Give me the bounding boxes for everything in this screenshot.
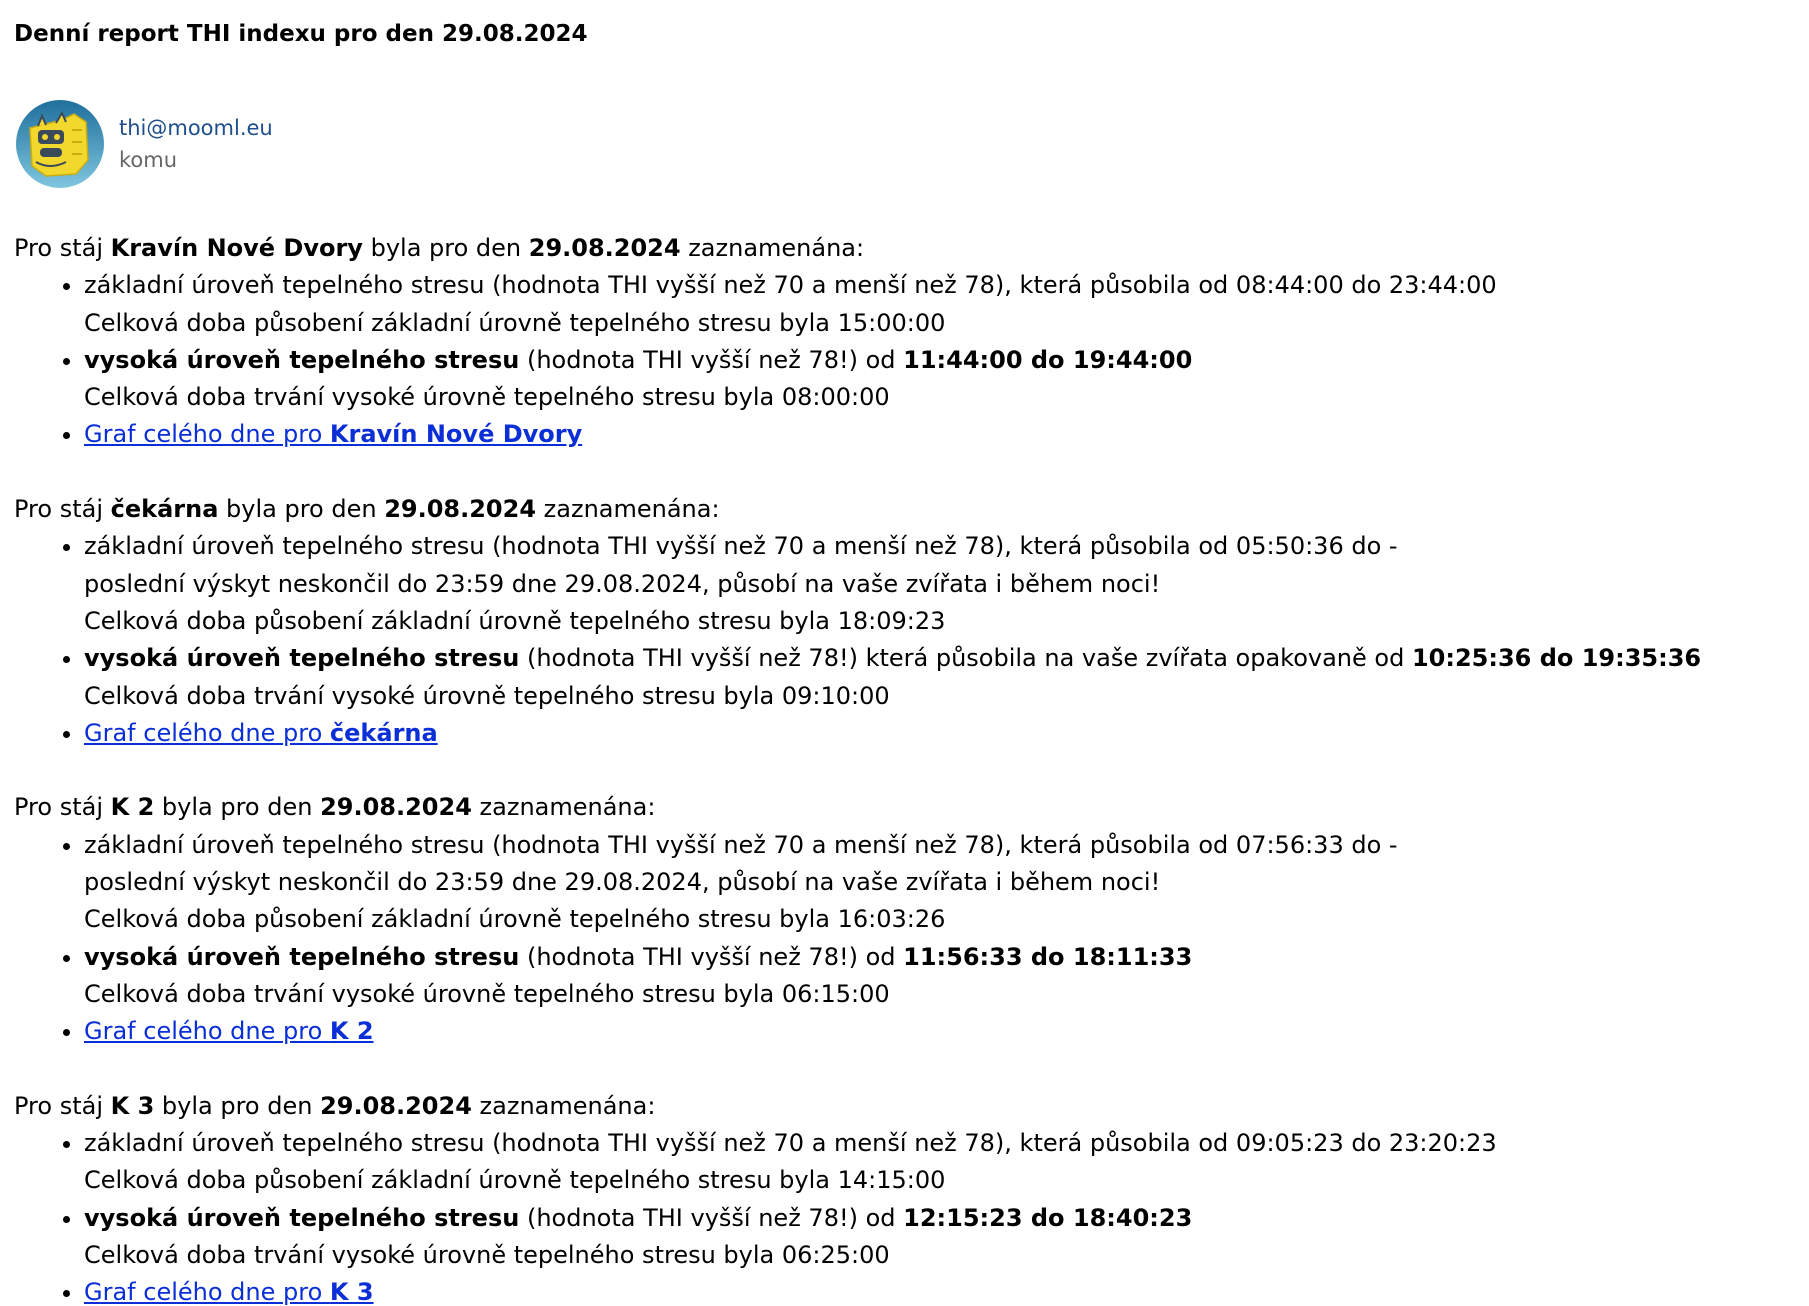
high-stress-label: vysoká úroveň tepelného stresu <box>84 644 520 673</box>
stress-list <box>14 528 1794 752</box>
high-stress-item: • vysoká úroveň tepelného stresu (hodnota THI vyšší než 78!) od 12:15:23 do 18:40:23 Celková doba trvání vysoké úrovně tepelného stresu byla 06:25:00 <box>84 1200 1794 1275</box>
basic-stress-item: • základní úroveň tepelného stresu (hodnota THI vyšší než 70 a menší než 78), která působila od 08:44:00 do 23:44:00 Celková doba působení základní úrovně tepelného stresu byla 15:00:00 <box>84 267 1794 342</box>
chart-link-item <box>84 715 1794 752</box>
high-stress-range: 10:25:36 do 19:35:36 <box>1411 644 1702 673</box>
basic-stress-item: • základní úroveň tepelného stresu (hodnota THI vyšší než 70 a menší než 78), která působila od 05:50:36 do - poslední výskyt neskončil do 23:59 dne 29.08.2024, působí na vaše zvířata i během noci! Celková doba působení základní úrovně tepelného stresu byla 18:09:23 <box>84 528 1794 640</box>
sender-block <box>16 99 273 189</box>
chart-link[interactable]: Graf celého dne pro K 3 <box>84 1278 374 1306</box>
report-date: 29.08.2024 <box>320 1091 472 1120</box>
stress-list <box>14 1125 1794 1306</box>
barn-intro: Pro stáj K 3 byla pro den 29.08.2024 zaznamenána: <box>14 1091 656 1120</box>
report-date: 29.08.2024 <box>320 793 472 822</box>
recipient-label: komu <box>119 148 178 172</box>
report-date: 29.08.2024 <box>528 234 681 262</box>
basic-stress-item: • základní úroveň tepelného stresu (hodnota THI vyšší než 70 a menší než 78), která působila od 09:05:23 do 23:20:23 Celková doba působení základní úrovně tepelného stresu byla 14:15:00 <box>84 1125 1794 1200</box>
chart-link-item <box>84 416 1794 453</box>
barn-section <box>14 230 1794 454</box>
high-stress-range: 11:44:00 do 19:44:00 <box>903 345 1193 374</box>
chart-link[interactable]: Graf celého dne pro K 2 <box>84 1017 374 1046</box>
high-stress-total: Celková doba trvání vysoké úrovně tepelného stresu byla 06:25:00 <box>84 1241 890 1270</box>
basic-stress-total: Celková doba působení základní úrovně tepelného stresu byla 15:00:00 <box>84 308 946 337</box>
high-stress-item: • vysoká úroveň tepelného stresu (hodnota THI vyšší než 78!) která působila na vaše zvířata opakovaně od 10:25:36 do 19:35:36 Celková doba trvání vysoké úrovně tepelného stresu byla 09:10:00 <box>84 640 1794 715</box>
barn-intro: Pro stáj čekárna byla pro den 29.08.2024 zaznamenána: <box>14 495 720 524</box>
basic-stress-item: • základní úroveň tepelného stresu (hodnota THI vyšší než 70 a menší než 78), která působila od 07:56:33 do - poslední výskyt neskončil do 23:59 dne 29.08.2024, působí na vaše zvířata i během noci! Celková doba působení základní úrovně tepelného stresu byla 16:03:26 <box>84 827 1794 939</box>
high-stress-total: Celková doba trvání vysoké úrovně tepelného stresu byla 06:15:00 <box>84 979 890 1008</box>
barn-section <box>14 491 1794 752</box>
high-stress-total: Celková doba trvání vysoké úrovně tepelného stresu byla 09:10:00 <box>84 681 890 710</box>
email-subject: Denní report THI indexu pro den 29.08.2024 <box>14 21 588 47</box>
barn-section <box>14 789 1794 1050</box>
high-stress-item: • vysoká úroveň tepelného stresu (hodnota THI vyšší než 78!) od 11:56:33 do 18:11:33 Celková doba trvání vysoké úrovně tepelného stresu byla 06:15:00 <box>84 939 1794 1014</box>
chart-link-item <box>84 1274 1794 1306</box>
stress-list <box>14 267 1794 453</box>
barn-intro: Pro stáj K 2 byla pro den 29.08.2024 zaznamenána: <box>14 793 656 822</box>
barn-name: K 3 <box>110 1091 155 1120</box>
barn-name: K 2 <box>110 793 155 822</box>
chart-link[interactable]: Graf celého dne pro čekárna <box>84 718 438 747</box>
email-body <box>14 230 1794 1306</box>
sender-email[interactable]: thi@mooml.eu <box>119 116 273 140</box>
stress-list <box>14 827 1794 1051</box>
barn-name: Kravín Nové Dvory <box>110 234 363 262</box>
barn-intro: Pro stáj Kravín Nové Dvory byla pro den 29.08.2024 zaznamenána: <box>14 234 865 262</box>
cow-logo-icon <box>16 100 104 188</box>
high-stress-range: 11:56:33 do 18:11:33 <box>903 942 1193 971</box>
high-stress-label: vysoká úroveň tepelného stresu <box>84 942 520 971</box>
basic-stress-total: Celková doba působení základní úrovně tepelného stresu byla 18:09:23 <box>84 606 946 635</box>
high-stress-total: Celková doba trvání vysoké úrovně tepelného stresu byla 08:00:00 <box>84 383 890 412</box>
basic-stress-total: Celková doba působení základní úrovně tepelného stresu byla 16:03:26 <box>84 905 946 934</box>
barn-name: čekárna <box>110 495 219 524</box>
high-stress-label: vysoká úroveň tepelného stresu <box>84 345 520 374</box>
barn-section <box>14 1088 1794 1306</box>
chart-link-item <box>84 1013 1794 1050</box>
report-date: 29.08.2024 <box>384 495 537 524</box>
high-stress-range: 12:15:23 do 18:40:23 <box>903 1203 1193 1232</box>
high-stress-item: • vysoká úroveň tepelného stresu (hodnota THI vyšší než 78!) od 11:44:00 do 19:44:00 Celková doba trvání vysoké úrovně tepelného stresu byla 08:00:00 <box>84 342 1794 417</box>
high-stress-label: vysoká úroveň tepelného stresu <box>84 1203 520 1232</box>
chart-link[interactable]: Graf celého dne pro Kravín Nové Dvory <box>84 420 583 449</box>
basic-stress-total: Celková doba působení základní úrovně tepelného stresu byla 14:15:00 <box>84 1166 946 1195</box>
